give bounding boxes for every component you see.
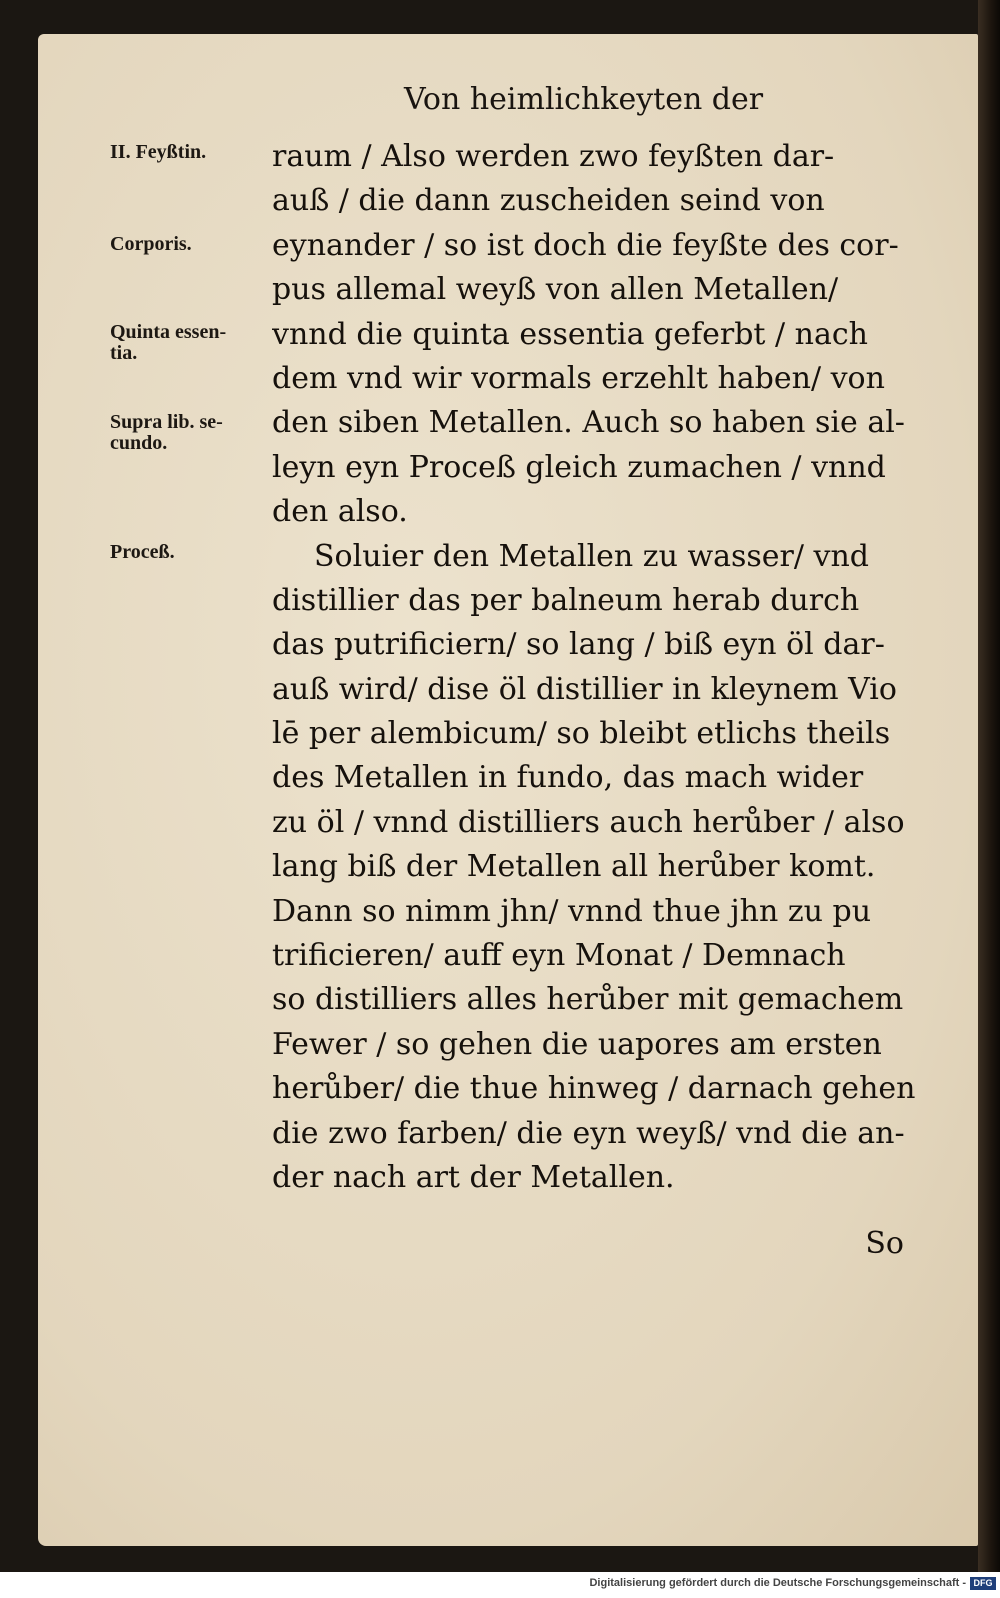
text-line: eynander / so ist doch die feyßte des cor- [272, 227, 899, 263]
text-line: lē per alembicum/ so bleibt etlichs theils [272, 716, 891, 752]
marginal-gloss-corporis: Corporis. [110, 233, 192, 255]
digitization-footer [0, 1572, 1000, 1598]
text-line: distillier das per balneum herab durch [272, 582, 860, 618]
text-line: so distilliers alles herůber mit gemachem [272, 982, 904, 1018]
footer-credit: Digitalisierung gefördert durch die Deutsche Forschungsgemeinschaft - [589, 1577, 966, 1589]
text-line: pus allemal weyß von allen Metallen/ [272, 272, 839, 308]
marginal-gloss-quinta-essentia: Quinta essen-tia. [110, 321, 227, 364]
text-line: des Metallen in fundo, das mach wider [272, 760, 864, 796]
text-line: den also. [272, 494, 408, 530]
catchword: So [865, 1226, 904, 1261]
dfg-logo-icon: DFG [970, 1577, 996, 1590]
text-line: Soluier den Metallen zu wasser/ vnd [314, 538, 870, 574]
marginal-gloss-process: Proceß. [110, 541, 175, 563]
text-line: raum / Also werden zwo feyßten dar- [272, 139, 835, 174]
text-line: das putrificiern/ so lang / biß eyn öl dar- [272, 627, 885, 663]
text-line: vnnd die quinta essentia geferbt / nach [272, 316, 868, 352]
body-text [272, 135, 932, 1200]
running-head: Von heimlichkeyten der [404, 82, 764, 117]
marginal-gloss-supra-lib: Supra lib. se-cundo. [110, 411, 223, 454]
text-line: den siben Metallen. Auch so haben sie al- [272, 405, 905, 441]
text-line: zu öl / vnnd distilliers auch herůber / also [272, 804, 905, 840]
text-line: auß wird/ dise öl distillier in kleynem Vio [272, 671, 897, 707]
text-line: Dann so nimm jhn/ vnnd thue jhn zu pu [272, 893, 872, 929]
text-line: Fewer / so gehen die uapores am ersten [272, 1026, 882, 1062]
text-line: trificieren/ auff eyn Monat / Demnach [272, 938, 846, 974]
text-line: der nach art der Metallen. [272, 1159, 675, 1195]
text-line: herůber/ die thue hinweg / darnach gehen [272, 1071, 916, 1107]
text-line: dem vnd wir vormals erzehlt haben/ von [272, 360, 885, 396]
marginal-gloss-feyssten: II. Feyßtin. [110, 141, 207, 163]
text-line: die zwo farben/ die eyn weyß/ vnd die an- [272, 1115, 905, 1151]
book-binding-edge [978, 0, 1000, 1572]
text-line: lang biß der Metallen all herůber komt. [272, 849, 876, 885]
text-line: auß / die dann zuscheiden seind von [272, 183, 825, 219]
text-line: leyn eyn Proceß gleich zumachen / vnnd [272, 449, 886, 485]
